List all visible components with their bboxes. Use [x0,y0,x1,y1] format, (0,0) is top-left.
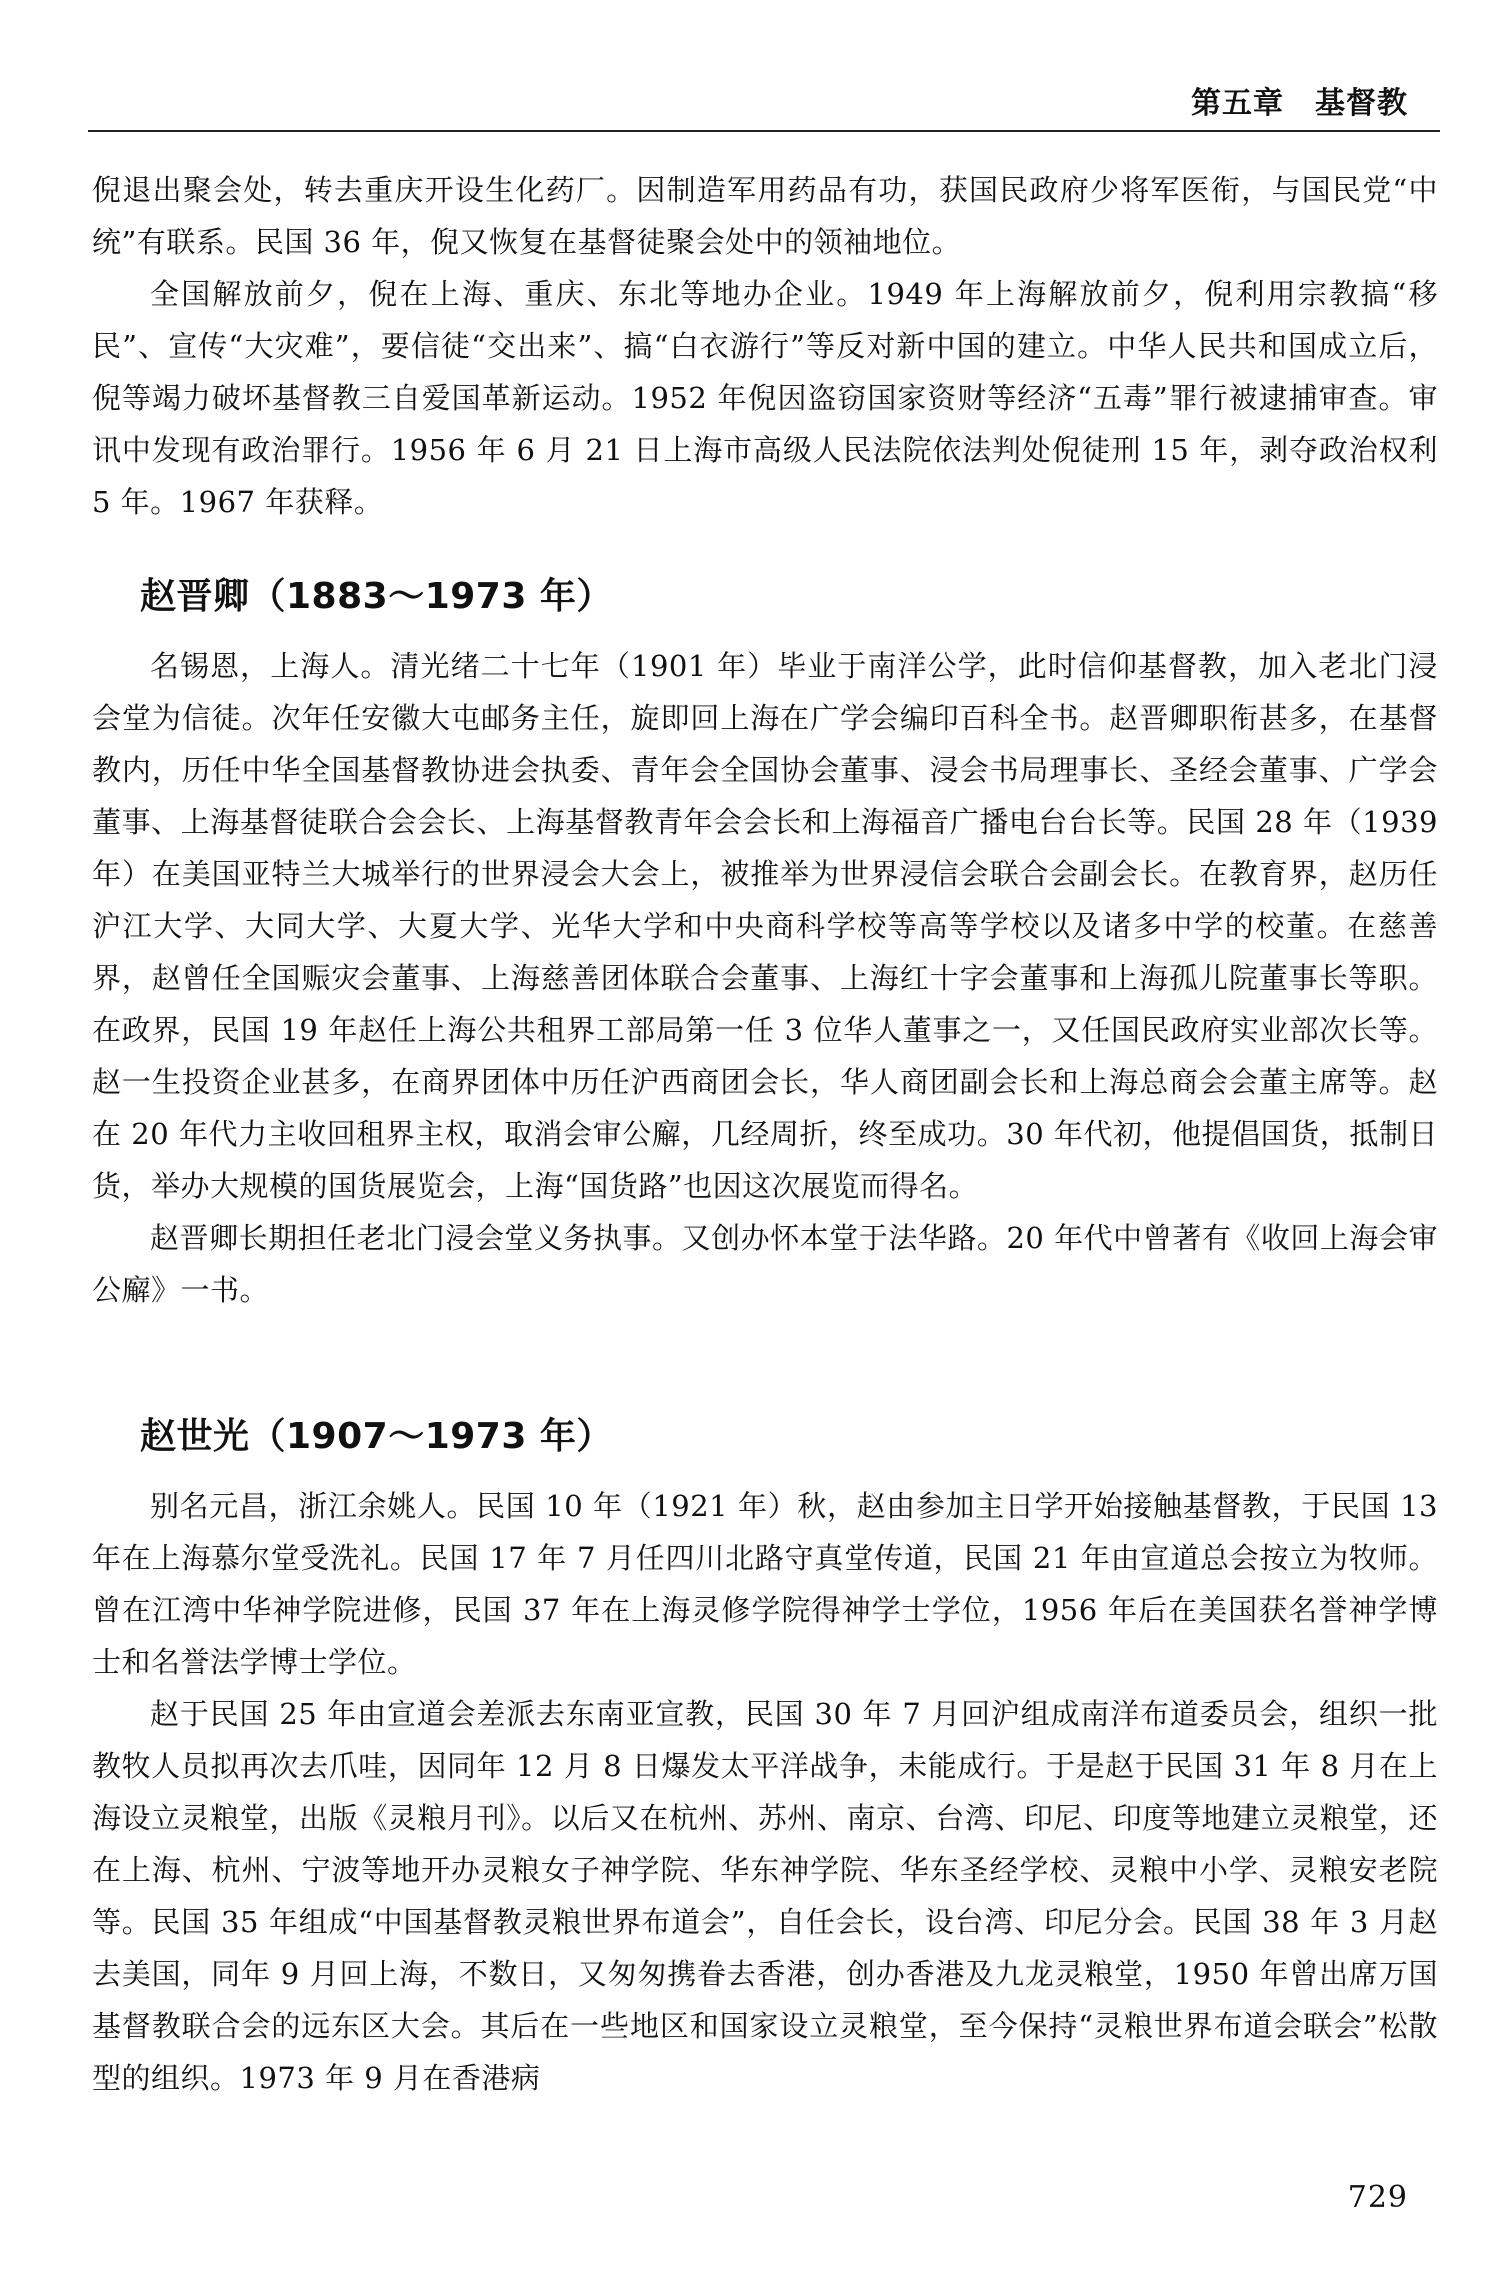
paragraph: 倪退出聚会处，转去重庆开设生化药厂。因制造军用药品有功，获国民政府少将军医衔，与国民党“中统”有联系。民国 36 年，倪又恢复在基督徒聚会处中的领袖地位。 [92,173,1438,259]
paragraph: 别名元昌，浙江余姚人。民国 10 年（1921 年）秋，赵由参加主日学开始接触基督教，于民国 13 年在上海慕尔堂受洗礼。民国 17 年 7 月任四川北路守真堂传道，民国 21 年由宣道总会按立为牧师。曾在江湾中华神学院进修，民国 37 年在上海灵修学院得神学士学位，1956 年后在美国获名誉神学博士和名誉法学博士学位。 [92,1489,1438,1679]
paragraph: 赵晋卿长期担任老北门浸会堂义务执事。又创办怀本堂于法华路。20 年代中曾著有《收回上海会审公廨》一书。 [92,1221,1438,1307]
section-heading-zhao-jinqing: 赵晋卿（1883～1973 年） [140,576,613,617]
section-heading-zhao-shiguang: 赵世光（1907～1973 年） [140,1416,613,1457]
paragraph: 赵于民国 25 年由宣道会差派去东南亚宣教，民国 30 年 7 月回沪组成南洋布道委员会，组织一批教牧人员拟再次去爪哇，因同年 12 月 8 日爆发太平洋战争，未能成行。于是赵于民国 31 年 8 月在上海设立灵粮堂，出版《灵粮月刊》。以后又在杭州、苏州、南京、台湾、印尼、印度等地建立灵粮堂，还在上海、杭州、宁波等地开办灵粮女子神学院、华东神学院、华东圣经学校、灵粮中小学、灵粮安老院等。民国 35 年组成“中国基督教灵粮世界布道会”，自任会长，设台湾、印尼分会。民国 38 年 3 月赵去美国，同年 9 月回上海，不数日，又匆匆携眷去香港，创办香港及九龙灵粮堂，1950 年曾出席万国基督教联合会的远东区大会。其后在一些地区和国家设立灵粮堂，至今保持“灵粮世界布道会联会”松散型的组织。1973 年 9 月在香港病 [92,1697,1438,2095]
section-zhao-shiguang [92,1480,1438,2104]
page-number: 729 [1347,2180,1408,2215]
running-header: 第五章 基督教 [1191,86,1408,121]
section-continuation [92,164,1438,528]
section-zhao-jinqing [92,640,1438,1316]
paragraph: 名锡恩，上海人。清光绪二十七年（1901 年）毕业于南洋公学，此时信仰基督教，加入老北门浸会堂为信徒。次年任安徽大屯邮务主任，旋即回上海在广学会编印百科全书。赵晋卿职衔甚多，在基督教内，历任中华全国基督教协进会执委、青年会全国协会董事、浸会书局理事长、圣经会董事、广学会董事、上海基督徒联合会会长、上海基督教青年会会长和上海福音广播电台台长等。民国 28 年（1939 年）在美国亚特兰大城举行的世界浸会大会上，被推举为世界浸信会联合会副会长。在教育界，赵历任沪江大学、大同大学、大夏大学、光华大学和中央商科学校等高等学校以及诸多中学的校董。在慈善界，赵曾任全国赈灾会董事、上海慈善团体联合会董事、上海红十字会董事和上海孤儿院董事长等职。在政界，民国 19 年赵任上海公共租界工部局第一任 3 位华人董事之一，又任国民政府实业部次长等。赵一生投资企业甚多，在商界团体中历任沪西商团会长，华人商团副会长和上海总商会会董主席等。赵在 20 年代力主收回租界主权，取消会审公廨，几经周折，终至成功。30 年代初，他提倡国货，抵制日货，举办大规模的国货展览会，上海“国货路”也因这次展览而得名。 [92,649,1438,1203]
paragraph: 全国解放前夕，倪在上海、重庆、东北等地办企业。1949 年上海解放前夕，倪利用宗教搞“移民”、宣传“大灾难”，要信徒“交出来”、搞“白衣游行”等反对新中国的建立。中华人民共和国成立后，倪等竭力破坏基督教三自爱国革新运动。1952 年倪因盗窃国家资财等经济“五毒”罪行被逮捕审查。审讯中发现有政治罪行。1956 年 6 月 21 日上海市高级人民法院依法判处倪徒刑 15 年，剥夺政治权利 5 年。1967 年获释。 [92,277,1438,519]
header-rule [88,130,1440,132]
